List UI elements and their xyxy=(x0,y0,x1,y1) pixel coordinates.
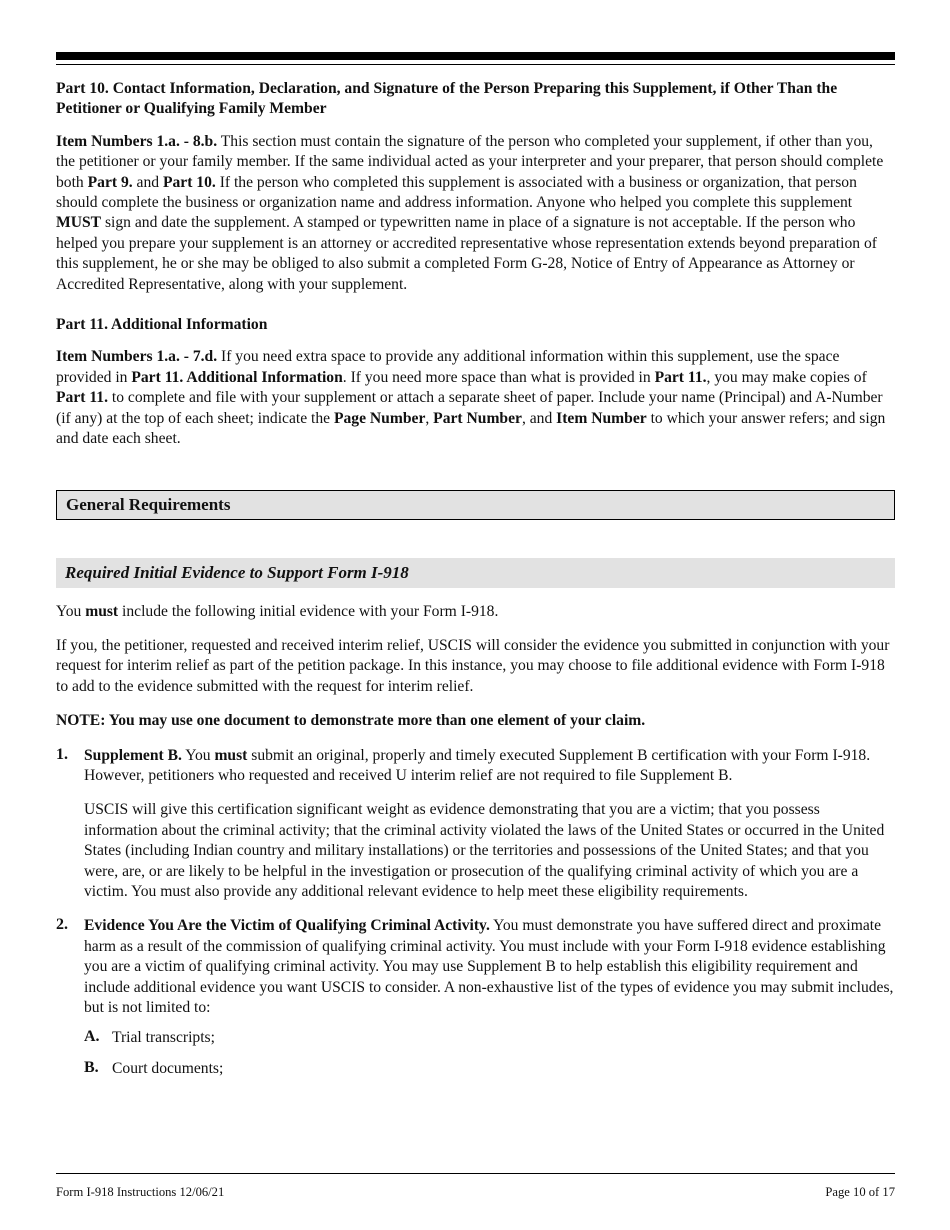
part11-text-5: , xyxy=(425,409,434,427)
item-text-1: You xyxy=(181,746,215,764)
part11-text-3: , you may make copies of xyxy=(706,368,867,386)
page-content xyxy=(56,52,895,1079)
item-text xyxy=(84,746,895,787)
part10-text-1: This section must contain the signature of the person who completed your supplement, if other than you, the petitioner or your family member. If the same individual acted as your interpreter and your preparer, that person should complete both xyxy=(56,132,884,191)
part10-text-3: If the person who completed this supplement is associated with a business or organization, that person should complete the business or organization name and address information. Anyone who helped you complete this supplement xyxy=(56,173,857,212)
part11-bold-2: Part 11. xyxy=(654,368,707,386)
sub-item-letter: A. xyxy=(84,1028,100,1046)
part11-text-7: to which your answer refers; and sign and date each sheet. xyxy=(56,409,886,448)
part11-bold-4: Page Number xyxy=(333,409,426,427)
evidence-intro xyxy=(56,602,895,622)
intro-text-2: include the following initial evidence with your Form I-918. xyxy=(118,602,499,620)
item-title: Supplement B. xyxy=(84,746,182,764)
part11-bold-1: Part 11. Additional Information xyxy=(131,368,343,386)
part10-bold-must: MUST xyxy=(56,214,102,232)
item-body: You must demonstrate you have suffered direct and proximate harm as a result of the commission of qualifying criminal activity. You must include with your Form I-918 evidence establishing you are a victim of qualifying criminal activity. You may use Supplement B to help establish this eligibility requirement and include additional evidence you want USCIS to consider. A non-exhaustive list of the types of evidence you may submit includes, but is not limited to: xyxy=(84,917,894,1016)
top-thin-rule xyxy=(56,64,895,65)
part10-bold-part10: Part 10. xyxy=(162,173,216,191)
list-item-victim-evidence xyxy=(56,916,895,1018)
part11-paragraph xyxy=(56,347,895,449)
part11-text-1: If you need extra space to provide any additional information within this supplement, use the space provided in xyxy=(56,348,840,386)
note-paragraph: NOTE: You may use one document to demonstrate more than one element of your claim. xyxy=(56,712,646,730)
part11-bold-3: Part 11. xyxy=(56,389,108,407)
list-item-supplement-b xyxy=(56,746,895,787)
sub-item-letter: B. xyxy=(84,1058,99,1076)
item-title: Evidence You Are the Victim of Qualifying Criminal Activity. xyxy=(84,917,490,935)
part10-text-4: sign and date the supplement. A stamped or typewritten name in place of a signature is not acceptable. If the person who helped you prepare your supplement is an attorney or accredited representative whose representation extends beyond preparation of this supplement, he or she may be obliged to also submit a completed Form G-28, Notice of Entry of Appearance as Attorney or Accredited Representative, along with your supplement. xyxy=(56,214,877,293)
footer-page-number: Page 10 of 17 xyxy=(825,1185,895,1199)
sub-item-text: Court documents; xyxy=(112,1059,224,1077)
part10-bold-part9: Part 9. xyxy=(87,173,133,191)
sub-item-b xyxy=(56,1059,895,1079)
item-text xyxy=(84,916,895,1018)
general-requirements-header: General Requirements xyxy=(56,490,895,520)
item-text-2: submit an original, properly and timely executed Supplement B certification with your Form I-918. However, petitioners who requested and received U interim relief are not required to file Supplement B. xyxy=(84,746,871,784)
item-number: 2. xyxy=(56,916,68,934)
supplement-b-detail: USCIS will give this certification significant weight as evidence demonstrating that you are a victim; that you possess information about the criminal activity; that the criminal activity violated the laws of the United States or occurred in the United States (including Indian country and military installations) or the territories and possessions of the United States; and that you were, are, or are likely to be helpful in the investigation or prosecution of the qualifying criminal activity of which you are a victim. You must also provide any additional relevant evidence to help meet these eligibility requirements. xyxy=(84,801,885,900)
part11-bold-5: Part Number xyxy=(433,409,522,427)
footer-form-id: Form I-918 Instructions 12/06/21 xyxy=(56,1185,225,1199)
item-bold-must: must xyxy=(214,746,248,764)
part11-bold-6: Item Number xyxy=(556,409,647,427)
page-footer xyxy=(56,1173,895,1199)
part10-paragraph xyxy=(56,132,895,295)
item-number: 1. xyxy=(56,745,68,763)
part10-text-2: and xyxy=(132,173,163,191)
sub-item-a xyxy=(56,1028,895,1048)
part10-item-label: Item Numbers 1.a. - 8.b. xyxy=(56,132,218,150)
intro-bold-must: must xyxy=(85,602,119,620)
part11-text-4: to complete and file with your supplement or attach a separate sheet of paper. Include your name (Principal) and A-Number (if any) at the top of each sheet; indicate the xyxy=(56,389,883,427)
part11-item-label: Item Numbers 1.a. - 7.d. xyxy=(56,348,218,366)
interim-relief-paragraph: If you, the petitioner, requested and received interim relief, USCIS will consider the evidence you submitted in conjunction with your request for interim relief as part of the petition package. In this instance, you may choose to file additional evidence with Form I-918 to add to the evidence submitted with the request for interim relief. xyxy=(56,636,890,695)
part11-text-6: , and xyxy=(521,409,557,427)
sub-item-text: Trial transcripts; xyxy=(112,1029,215,1047)
required-evidence-header: Required Initial Evidence to Support Form I-918 xyxy=(56,558,895,588)
intro-text-1: You xyxy=(56,602,86,620)
part11-heading: Part 11. Additional Information xyxy=(56,316,268,334)
part11-text-2: . If you need more space than what is provided in xyxy=(342,368,655,386)
part10-heading: Part 10. Contact Information, Declaration, and Signature of the Person Preparing this Supplement, if Other Than the Petitioner or Qualifying Family Member xyxy=(56,80,838,118)
top-thick-rule xyxy=(56,52,895,60)
